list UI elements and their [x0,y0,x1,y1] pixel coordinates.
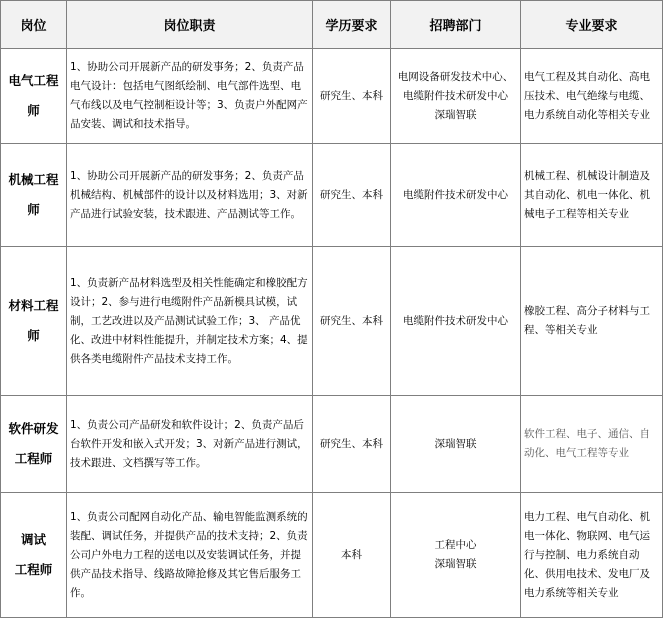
position-cell [1,493,67,618]
department-line: 深瑞智联 [434,558,477,570]
position-line: 工程师 [14,451,53,466]
duties-text: 1、协助公司开展新产品的研发事务；2、负责产品电气设计：包括电气图纸绘制、电气部件选型、电气布线以及电气控制柜设计等；3、负责户外配网产品安装、调试和技术指导。 [70,61,308,130]
duties-cell [67,493,313,618]
major-cell: 软件工程、电子、通信、自动化、电气工程等专业 [521,396,663,493]
header-education: 学历要求 [313,1,391,49]
duties-text: 1、负责公司产品研发和软件设计；2、负责产品后台软件开发和嵌入式开发；3、对新产品进行测试，技术跟进、文档撰写等工作。 [70,418,308,469]
position-cell [1,49,67,144]
department-cell [391,49,521,144]
position-line: 师 [27,328,40,343]
header-department: 招聘部门 [391,1,521,49]
department-cell [391,144,521,247]
department-line: 电缆附件技术研发中心 [403,89,508,102]
duties-text: 1、协助公司开展新产品的研发事务；2、负责产品机械结构、机械部件的设计以及材料选用；3、对新产品进行试验安装，技术跟进、产品测试等工作。 [70,169,308,220]
duties-cell [67,49,313,144]
position-line: 软件研发 [8,421,59,436]
table-row [1,493,663,618]
department-cell [391,247,521,396]
table-row [1,396,663,493]
table-row [1,247,663,396]
major-cell: 电气工程及其自动化、高电压技术、电气绝缘与电缆、电力系统自动化等相关专业 [521,49,663,144]
position-line: 师 [27,202,40,217]
duties-cell [67,144,313,247]
department-line: 电缆附件技术研发中心 [403,314,508,327]
department-line: 工程中心 [434,539,477,551]
education-cell: 研究生、本科 [313,49,391,144]
major-cell: 电力工程、电气自动化、机电一体化、物联网、电气运行与控制、电力系统自动化、供用电技术、发电厂及电力系统等相关专业 [521,493,663,618]
position-line: 电气工程 [8,73,59,88]
department-line: 深瑞智联 [434,437,477,450]
table-row [1,49,663,144]
education-cell: 研究生、本科 [313,396,391,493]
position-line: 工程师 [14,562,53,577]
header-duties: 岗位职责 [67,1,313,49]
duties-cell [67,396,313,493]
major-cell: 机械工程、机械设计制造及其自动化、机电一体化、机械电子工程等相关专业 [521,144,663,247]
position-line: 机械工程 [8,172,59,187]
department-line: 电网设备研发技术中心、 [397,70,514,83]
department-cell [391,396,521,493]
education-cell: 研究生、本科 [313,144,391,247]
header-row [1,1,663,49]
department-line: 电缆附件技术研发中心 [403,188,508,201]
education-cell: 研究生、本科 [313,247,391,396]
education-cell: 本科 [313,493,391,618]
position-cell [1,247,67,396]
position-cell [1,144,67,247]
department-cell [391,493,521,618]
department-line: 深瑞智联 [434,108,477,121]
header-position: 岗位 [1,1,67,49]
header-major: 专业要求 [521,1,663,49]
table-row [1,144,663,247]
major-cell: 橡胶工程、高分子材料与工程、等相关专业 [521,247,663,396]
duties-cell [67,247,313,396]
duties-text: 1、负责公司配网自动化产品、输电智能监测系统的装配、调试任务，并提供产品的技术支持；2、负责公司户外电力工程的送电以及安装调试任务，并提供产品技术指导、线路故障抢修及其它售后服务工作。 [70,510,308,599]
position-cell [1,396,67,493]
duties-text: 1、负责新产品材料选型及相关性能确定和橡胶配方设计；2、参与进行电缆附件产品新模具试模，试制，工艺改进以及产品测试试验工作；3、 产品优化、改进中材料性能提升，并制定技术方案；4、提供各类电缆附件产品技术支持工作。 [70,276,308,365]
position-line: 材料工程 [8,298,59,313]
position-line: 师 [27,103,40,118]
position-line: 调试 [20,532,46,547]
